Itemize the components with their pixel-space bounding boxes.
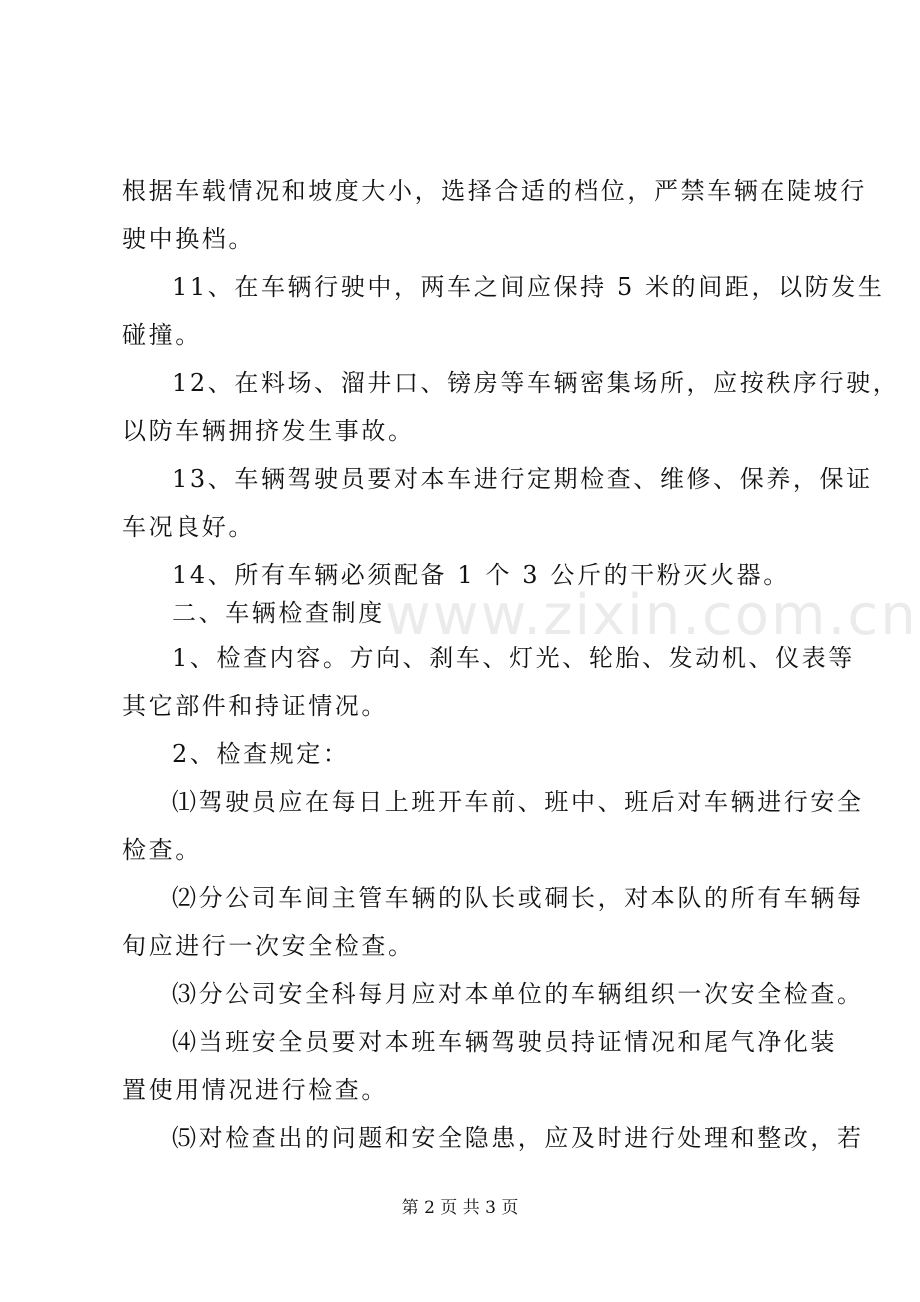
- sub-item-2: ⑵分公司车间主管车辆的队长或硐长，对本队的所有车辆每: [172, 884, 864, 912]
- paragraph-item-13: 13、车辆驾驶员要对本车进行定期检查、维修、保养，保证: [172, 465, 873, 493]
- paragraph-item-14: 14、所有车辆必须配备 1 个 3 公斤的干粉灭火器。: [172, 561, 790, 589]
- sub-item-3: ⑶分公司安全科每月应对本单位的车辆组织一次安全检查。: [172, 980, 864, 1008]
- text-line: 根据车载情况和坡度大小，选择合适的档位，严禁车辆在陡坡行: [122, 177, 867, 205]
- text-line: 旬应进行一次安全检查。: [122, 932, 415, 960]
- text-line: 以防车辆拥挤发生事故。: [122, 417, 415, 445]
- page-footer: 第 2 页 共 3 页: [401, 1198, 519, 1218]
- paragraph-item-1: 1、检查内容。方向、刹车、灯光、轮胎、发动机、仪表等: [172, 644, 855, 672]
- sub-item-1: ⑴驾驶员应在每日上班开车前、班中、班后对车辆进行安全: [172, 788, 864, 816]
- text-line: 驶中换档。: [122, 225, 255, 253]
- paragraph-item-11: 11、在车辆行驶中，两车之间应保持 5 米的间距，以防发生: [172, 273, 885, 301]
- text-line: 置使用情况进行检查。: [122, 1076, 388, 1104]
- sub-item-4: ⑷当班安全员要对本班车辆驾驶员持证情况和尾气净化装: [172, 1028, 837, 1056]
- text-line: 其它部件和持证情况。: [122, 692, 388, 720]
- paragraph-item-12: 12、在料场、溜井口、镑房等车辆密集场所，应按秩序行驶，: [172, 369, 900, 397]
- text-line: 碰撞。: [122, 321, 202, 349]
- text-line: 车况良好。: [122, 513, 255, 541]
- watermark: www.zixin.com.cn: [385, 583, 918, 648]
- section-heading: 二、车辆检查制度: [172, 599, 385, 627]
- sub-item-5: ⑸对检查出的问题和安全隐患，应及时进行处理和整改，若: [172, 1124, 864, 1152]
- text-line: 检查。: [122, 836, 202, 864]
- paragraph-item-2: 2、检查规定：: [172, 740, 350, 768]
